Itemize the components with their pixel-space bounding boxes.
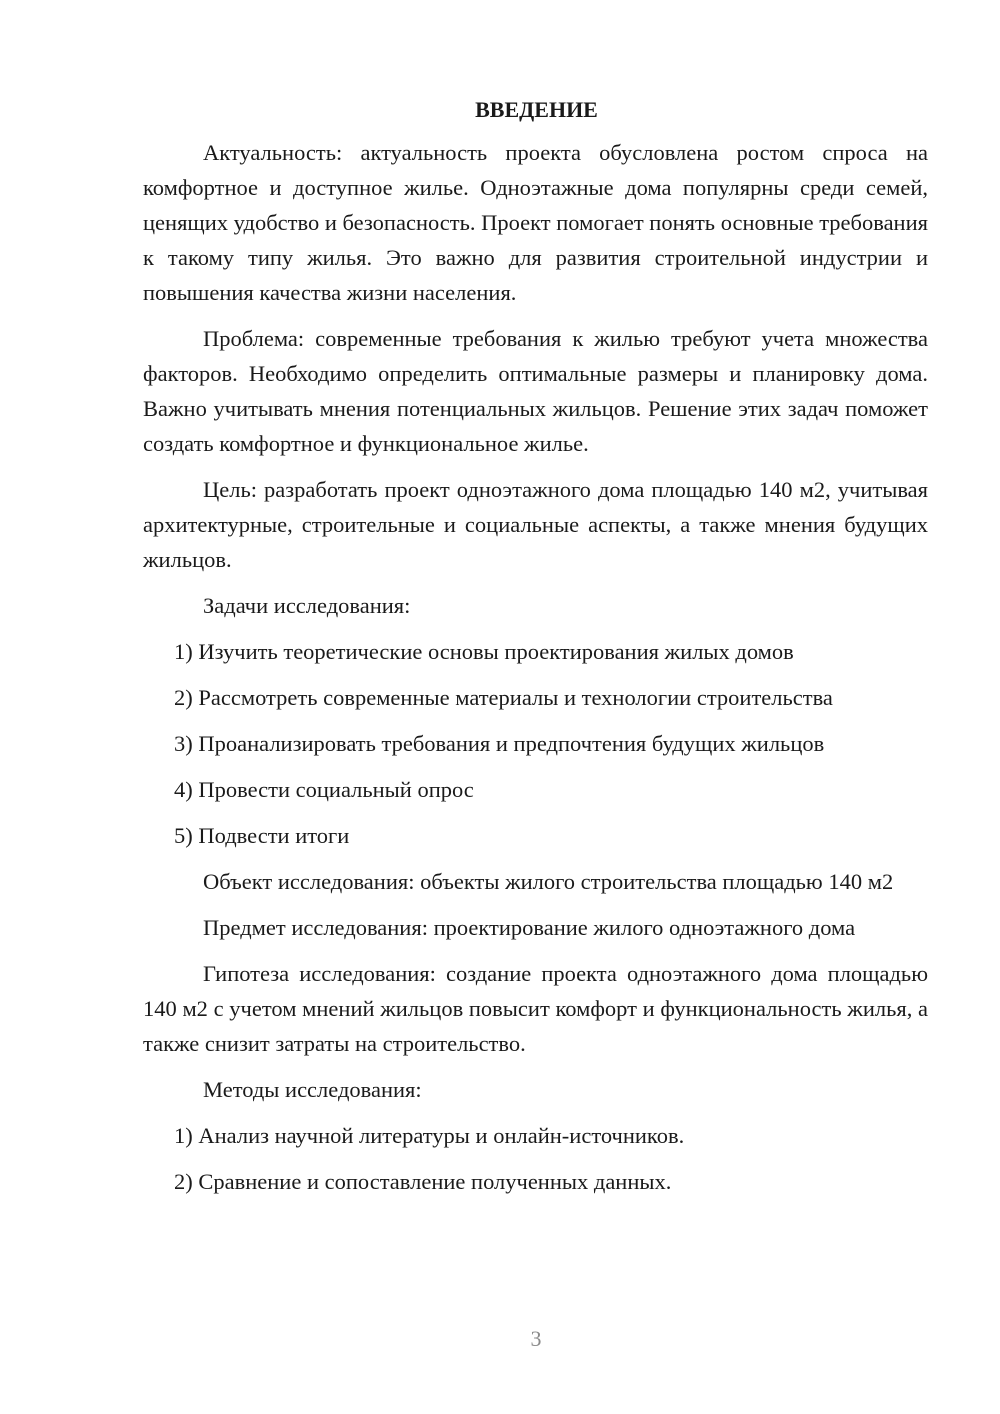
list-item: 2) Рассмотреть современные материалы и технологии строительства bbox=[174, 685, 833, 710]
list-item: 2) Сравнение и сопоставление полученных данных. bbox=[174, 1169, 672, 1194]
tasks-title: Задачи исследования: bbox=[203, 593, 411, 618]
page-content bbox=[143, 92, 928, 1210]
list-item: 4) Провести социальный опрос bbox=[174, 777, 474, 802]
list-item: 3) Проанализировать требования и предпочтения будущих жильцов bbox=[174, 731, 825, 756]
problem-paragraph: Проблема: современные требования к жилью требуют учета множества факторов. Необходимо определить оптимальные размеры и планировку дома. Важно учитывать мнения потенциальных жильцов. Решение этих задач поможет создать комфортное и функциональное жилье. bbox=[143, 326, 928, 456]
list-item: 5) Подвести итоги bbox=[174, 823, 350, 848]
hypothesis-paragraph: Гипотеза исследования: создание проекта одноэтажного дома площадью 140 м2 с учетом мнений жильцов повысит комфорт и функциональность жилья, а также снизит затраты на строительство. bbox=[143, 961, 928, 1056]
methods-list bbox=[143, 1118, 928, 1199]
list-item: 1) Анализ научной литературы и онлайн-источников. bbox=[174, 1123, 685, 1148]
relevance-paragraph: Актуальность: актуальность проекта обусловлена ростом спроса на комфортное и доступное жилье. Одноэтажные дома популярны среди семей, ценящих удобство и безопасность. Проект помогает понять основные требования к такому типу жилья. Это важно для развития строительной индустрии и повышения качества жизни населения. bbox=[143, 140, 928, 305]
object-paragraph: Объект исследования: объекты жилого строительства площадью 140 м2 bbox=[203, 869, 894, 894]
page-number: 3 bbox=[530, 1326, 542, 1351]
section-heading: ВВЕДЕНИЕ bbox=[475, 97, 598, 122]
list-item: 1) Изучить теоретические основы проектирования жилых домов bbox=[174, 639, 794, 664]
methods-title: Методы исследования: bbox=[203, 1077, 422, 1102]
tasks-list bbox=[143, 634, 928, 853]
goal-paragraph: Цель: разработать проект одноэтажного дома площадью 140 м2, учитывая архитектурные, строительные и социальные аспекты, а также мнения будущих жильцов. bbox=[143, 477, 928, 572]
subject-paragraph: Предмет исследования: проектирование жилого одноэтажного дома bbox=[203, 915, 856, 940]
